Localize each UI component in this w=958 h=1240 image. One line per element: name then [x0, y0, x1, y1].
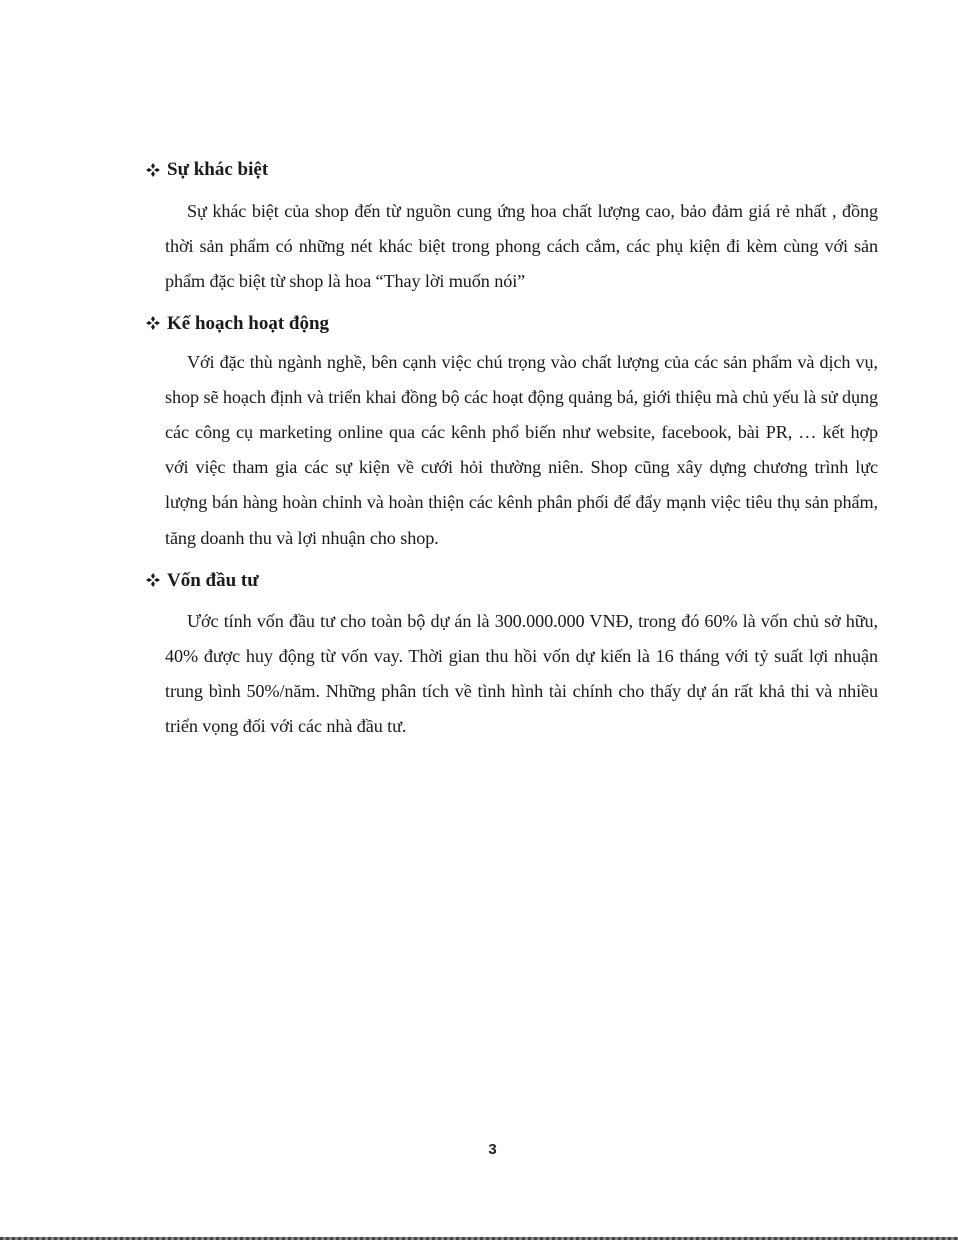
diamond-bullet-icon	[145, 572, 161, 588]
section-investment-capital	[145, 563, 878, 745]
section-heading	[145, 306, 878, 341]
page-number: 3	[488, 1141, 497, 1158]
section-body: Với đặc thù ngành nghề, bên cạnh việc chú trọng vào chất lượng của các sản phẩm và dịch vụ, shop sẽ hoạch định và triển khai đồng bộ các hoạt động quảng bá, giới thiệu mà chủ yếu là sử dụng các công cụ marketing online qua các kênh phổ biến như website, facebook, bài PR, … kết hợp với việc tham gia các sự kiện về cưới hỏi thường niên. Shop cũng xây dựng chương trình lực lượng bán hàng hoàn chỉnh và hoàn thiện các kênh phân phối để đẩy mạnh việc tiêu thụ sản phẩm, tăng doanh thu và lợi nhuận cho shop.	[165, 351, 878, 548]
section-heading	[145, 152, 878, 187]
section-body: Sự khác biệt của shop đến từ nguồn cung ứng hoa chất lượng cao, bảo đảm giá rẻ nhất , đồng thời sản phẩm có những nét khác biệt trong phong cách cắm, các phụ kiện đi kèm cùng với sản phẩm đặc biệt từ shop là hoa “Thay lời muốn nói”	[165, 201, 878, 292]
section-differentiation	[145, 152, 878, 300]
page-content	[145, 152, 878, 745]
section-heading-text: Vốn đầu tư	[167, 569, 259, 591]
section-operation-plan	[145, 306, 878, 556]
section-heading-text: Sự khác biệt	[167, 159, 269, 180]
diamond-bullet-icon	[145, 315, 161, 331]
section-heading-text: Kế hoạch hoạt động	[167, 312, 330, 334]
section-heading	[145, 563, 878, 598]
diamond-bullet-icon	[145, 162, 161, 178]
section-body: Ước tính vốn đầu tư cho toàn bộ dự án là 300.000.000 VNĐ, trong đó 60% là vốn chủ sở hữu, 40% được huy động từ vốn vay. Thời gian thu hồi vốn dự kiến là 16 tháng với tỷ suất lợi nhuận trung bình 50%/năm. Những phân tích về tình hình tài chính cho thấy dự án rất khả thi và nhiều triển vọng đối với các nhà đầu tư.	[165, 610, 878, 737]
